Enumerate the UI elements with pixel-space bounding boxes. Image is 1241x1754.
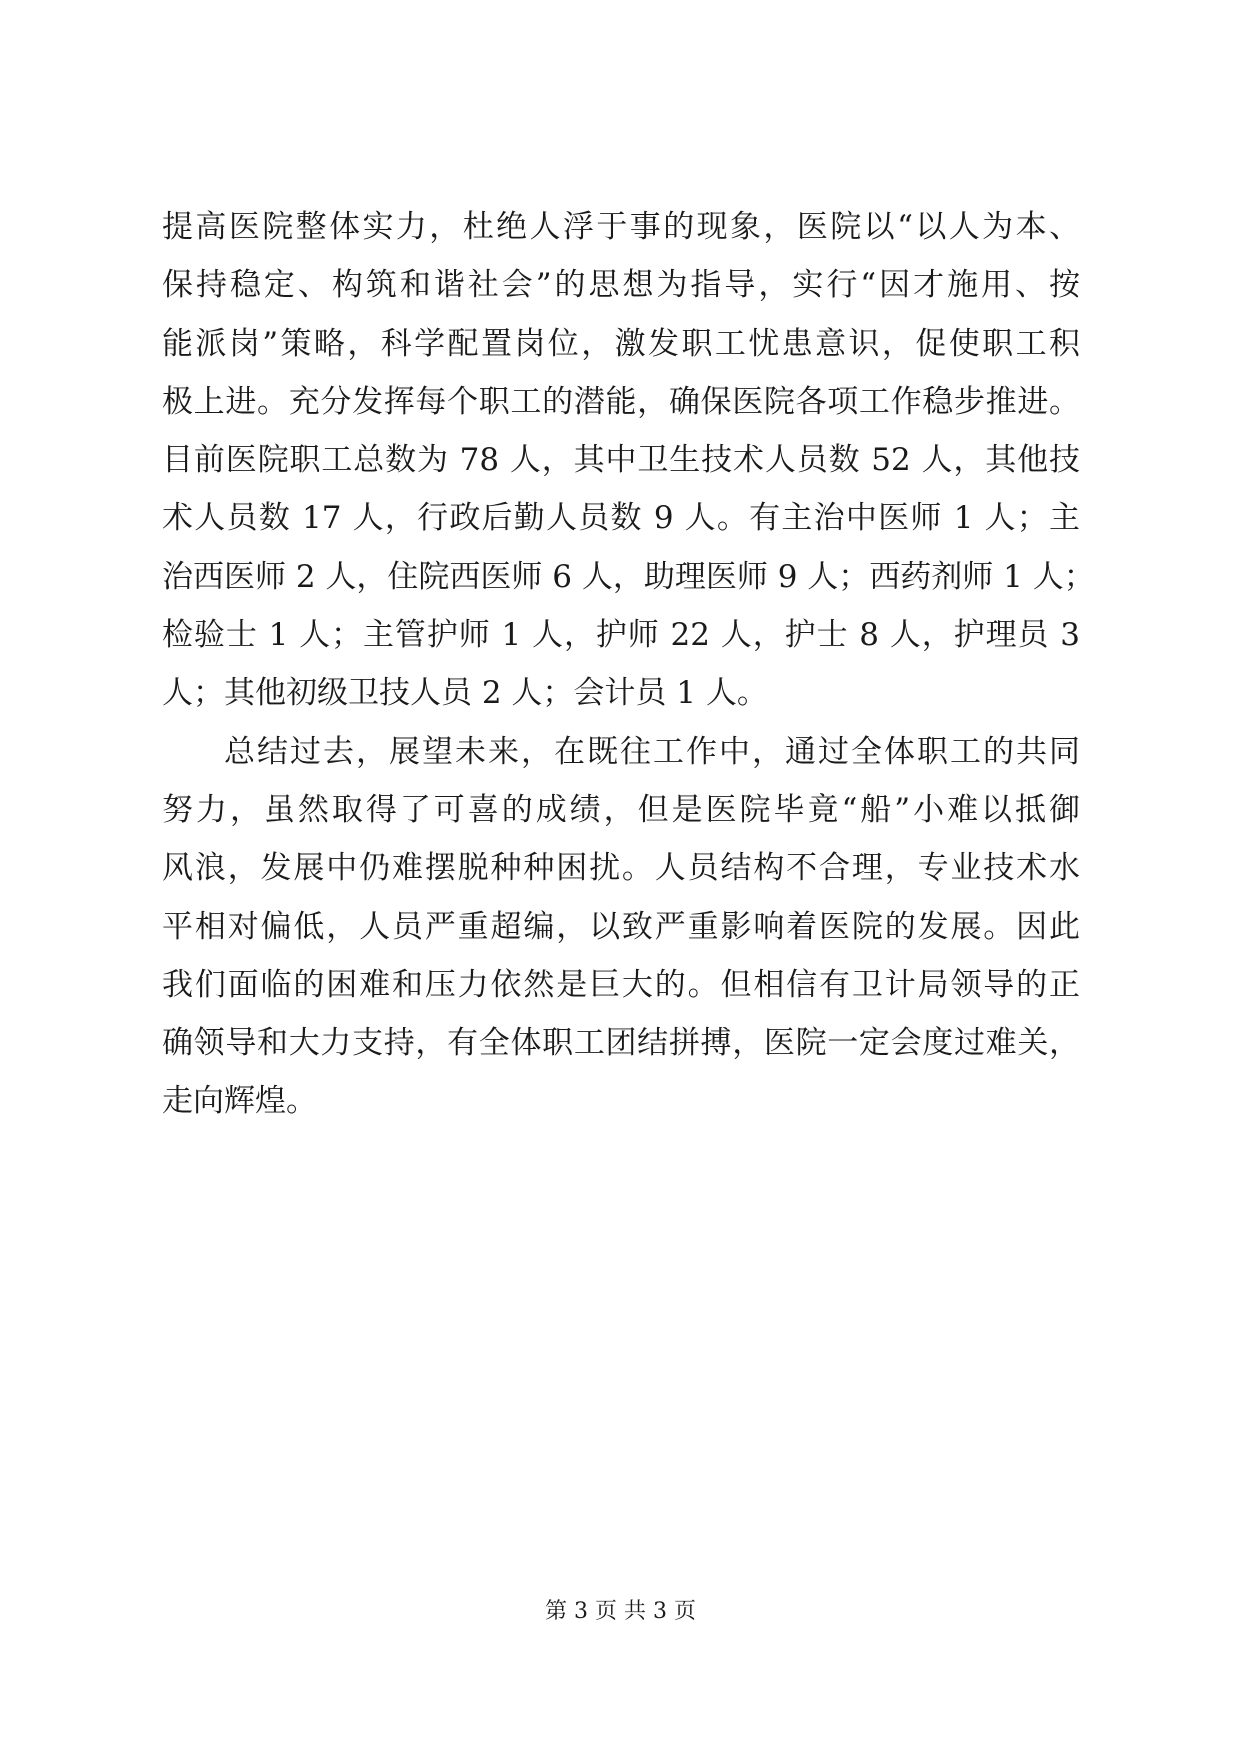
text-line: 风浪，发展中仍难摆脱种种困扰。人员结构不合理，专业技术水: [162, 850, 1080, 887]
text-line: 提高医院整体实力，杜绝人浮于事的现象，医院以“以人为本、: [162, 209, 1080, 245]
paragraph-staffing: [162, 198, 1095, 723]
text-line: 总结过去，展望未来，在既往工作中，通过全体职工的共同: [224, 733, 1080, 770]
text-line: 目前医院职工总数为 78 人，其中卫生技术人员数 52 人，其他技: [162, 442, 1080, 479]
text-line: 平相对偏低，人员严重超编，以致严重影响着医院的发展。因此: [162, 908, 1080, 945]
paragraph-summary: [162, 723, 1080, 1131]
text-line: 治西医师 2 人，住院西医师 6 人，助理医师 9 人；西药剂师 1 人；: [162, 558, 1095, 595]
text-line: 走向辉煌。: [162, 1083, 317, 1120]
document-body: [162, 198, 1095, 1131]
text-line: 我们面临的困难和压力依然是巨大的。但相信有卫计局领导的正: [162, 966, 1080, 1003]
text-line: 术人员数 17 人，行政后勤人员数 9 人。有主治中医师 1 人；主: [162, 500, 1080, 537]
text-line: 努力，虽然取得了可喜的成绩，但是医院毕竟“船”小难以抵御: [162, 791, 1080, 828]
text-line: 确领导和大力支持，有全体职工团结拼搏，医院一定会度过难关，: [162, 1025, 1080, 1062]
text-line: 能派岗”策略，科学配置岗位，激发职工忧患意识，促使职工积: [162, 325, 1080, 362]
page-number-footer: 第 3 页 共 3 页: [545, 1599, 696, 1624]
text-line: 极上进。充分发挥每个职工的潜能，确保医院各项工作稳步推进。: [162, 383, 1080, 420]
text-line: 检验士 1 人；主管护师 1 人，护师 22 人，护士 8 人，护理员 3: [162, 617, 1080, 654]
text-line: 保持稳定、构筑和谐社会”的思想为指导，实行“因才施用、按: [162, 267, 1080, 304]
text-line: 人；其他初级卫技人员 2 人；会计员 1 人。: [162, 675, 768, 712]
